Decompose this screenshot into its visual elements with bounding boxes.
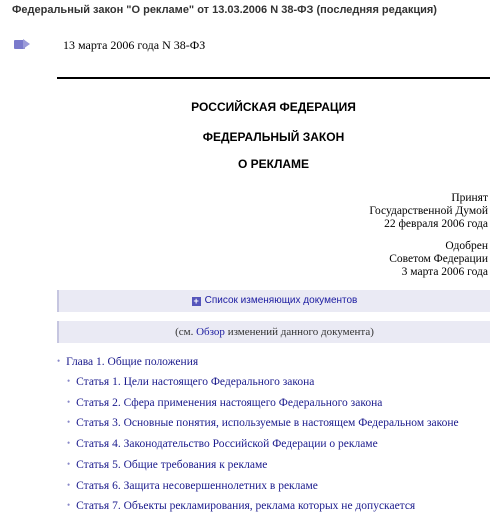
approved-line-1: Одобрен — [445, 240, 488, 252]
approved-line-2: Советом Федерации — [389, 253, 488, 265]
overview-panel — [57, 321, 490, 343]
toc-chapter-1[interactable]: • Глава 1. Общие положения — [57, 356, 199, 368]
adopted-line-2: Государственной Думой — [369, 205, 488, 217]
overview-prefix: (см. — [175, 326, 197, 338]
bullet-icon: • — [57, 356, 61, 366]
overview-suffix: изменений данного документа) — [224, 326, 374, 338]
toc-article-4[interactable]: • Статья 4. Законодательство Российской Федерации о рекламе — [67, 438, 378, 450]
document-date: 13 марта 2006 года N 38-ФЗ — [63, 38, 206, 52]
toc-article-6[interactable]: • Статья 6. Защита несовершеннолетних в рекламе — [67, 480, 318, 492]
bullet-icon: • — [67, 417, 71, 427]
bullet-icon: • — [67, 480, 71, 490]
approved-block — [389, 240, 488, 279]
toc-article-3[interactable]: • Статья 3. Основные понятия, используемые в настоящем Федеральном законе — [67, 417, 459, 429]
bullet-icon: • — [67, 376, 71, 386]
approved-line-3: 3 марта 2006 года — [401, 266, 488, 278]
divider — [57, 77, 490, 79]
heading-law-type: ФЕДЕРАЛЬНЫЙ ЗАКОН — [202, 130, 345, 144]
bullet-icon: • — [67, 438, 71, 448]
adopted-line-1: Принят — [451, 192, 488, 204]
heading-country: РОССИЙСКАЯ ФЕДЕРАЦИЯ — [191, 100, 356, 114]
adopted-block — [369, 192, 488, 231]
bullet-icon: • — [67, 500, 71, 510]
document-icon[interactable] — [14, 39, 30, 50]
bullet-icon: • — [67, 397, 71, 407]
toc-article-1[interactable]: • Статья 1. Цели настоящего Федерального закона — [67, 376, 315, 388]
toc-article-5[interactable]: • Статья 5. Общие требования к рекламе — [67, 459, 268, 471]
changes-list-link[interactable]: Список изменяющих документов — [204, 295, 358, 306]
bullet-icon: • — [67, 459, 71, 469]
adopted-line-3: 22 февраля 2006 года — [384, 218, 488, 230]
overview-link[interactable]: Обзор — [196, 326, 225, 338]
plus-icon[interactable]: + — [193, 296, 199, 306]
toc-article-2[interactable]: • Статья 2. Сфера применения настоящего Федерального закона — [67, 397, 383, 409]
heading-law-name: О РЕКЛАМЕ — [237, 157, 310, 171]
page-title: Федеральный закон "О рекламе" от 13.03.2006 N 38-ФЗ (последняя редакция) — [12, 4, 437, 16]
toc-article-7[interactable]: • Статья 7. Объекты рекламирования, реклама которых не допускается — [67, 500, 416, 512]
changes-list-panel[interactable] — [57, 290, 490, 312]
